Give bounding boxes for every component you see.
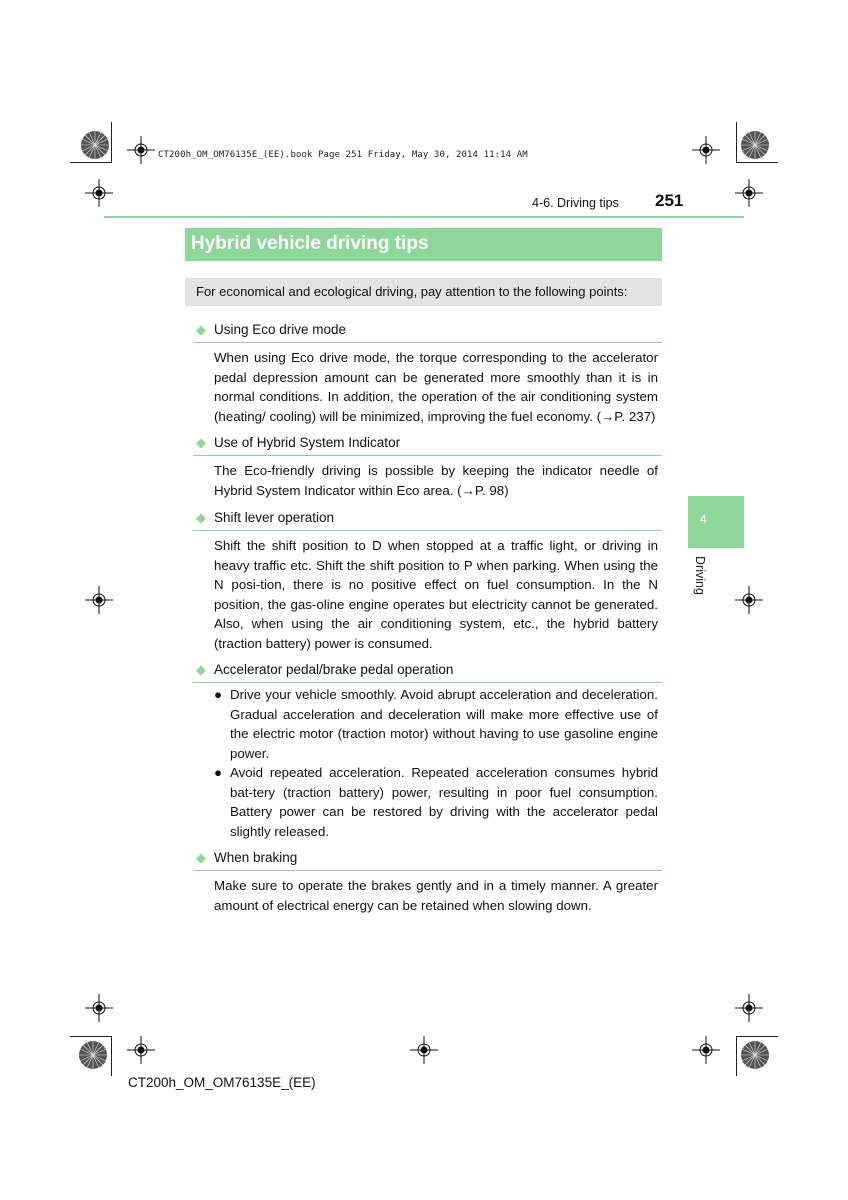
subsection-heading [193, 508, 662, 531]
intro-text: For economical and ecological driving, pay attention to the following points: [196, 284, 628, 299]
crop-line [736, 1036, 737, 1076]
crop-line [736, 1036, 778, 1037]
crosshair-registration-icon [735, 179, 763, 207]
chapter-label: Driving [693, 556, 707, 595]
crosshair-registration-icon [410, 1036, 438, 1064]
chapter-tab [688, 496, 744, 548]
crosshair-registration-icon [735, 586, 763, 614]
crop-line [70, 1036, 112, 1037]
diamond-bullet-icon: ◆ [196, 322, 206, 337]
crosshair-registration-icon [85, 586, 113, 614]
crop-line [736, 122, 737, 162]
crop-line [736, 162, 778, 163]
list-item-text: Avoid repeated acceleration. Repeated acceleration consumes hybrid bat-tery (traction battery) power, resulting in poor fuel consumption. Battery power can be restored by driving with the accelerator pedal slightly released. [230, 765, 658, 839]
crosshair-registration-icon [85, 994, 113, 1022]
color-rosette-icon [740, 130, 770, 160]
subsection-title: Using Eco drive mode [214, 322, 347, 337]
crosshair-registration-icon [692, 1036, 720, 1064]
black-circle-bullet-icon: ● [214, 687, 223, 702]
diamond-bullet-icon: ◆ [196, 510, 206, 525]
color-rosette-icon [740, 1040, 770, 1070]
subsection-body: When using Eco drive mode, the torque corresponding to the accelerator pedal depression amount can be generated more smoothly than it is in normal conditions. In addition, the operation of the air conditioning system (heating/ cooling) will be minimized, improving the fuel economy. (→P. 237) [214, 350, 658, 424]
crop-line [111, 122, 112, 162]
crosshair-registration-icon [735, 994, 763, 1022]
crosshair-registration-icon [692, 136, 720, 164]
chapter-number: 4 [700, 512, 707, 526]
subsection-title: Accelerator pedal/brake pedal operation [214, 662, 454, 677]
subsection-title: Use of Hybrid System Indicator [214, 435, 401, 450]
subsection-body: Shift the shift position to D when stopped at a traffic light, or driving in heavy traffic etc. Shift the shift position to P when parking. When using the N posi-tion, there is no positive effect on fuel consumption. In the N position, the gas-oline engine operates but electricity cannot be generated. Also, when using the air conditioning system, etc., the hybrid battery (traction battery) power is consumed. [214, 538, 658, 651]
subsection-heading [193, 433, 662, 456]
header-rule [104, 216, 744, 218]
crosshair-registration-icon [127, 136, 155, 164]
diamond-bullet-icon: ◆ [196, 662, 206, 677]
crosshair-registration-icon [127, 1036, 155, 1064]
list-item-text: Drive your vehicle smoothly. Avoid abrupt acceleration and deceleration. Gradual acceleration and deceleration will make more effective use of the electric motor (traction motor) without having to use gasoline engine power. [230, 687, 658, 761]
subsection-title: Shift lever operation [214, 510, 335, 525]
subsection-heading [193, 660, 662, 683]
crosshair-registration-icon [85, 179, 113, 207]
black-circle-bullet-icon: ● [214, 765, 223, 780]
diamond-bullet-icon: ◆ [196, 850, 206, 865]
footer-code: CT200h_OM_OM76135E_(EE) [128, 1075, 316, 1090]
color-rosette-icon [80, 130, 110, 160]
diamond-bullet-icon: ◆ [196, 435, 206, 450]
page-title: Hybrid vehicle driving tips [191, 233, 429, 254]
subsection-body: Make sure to operate the brakes gently and in a timely manner. A greater amount of electrical energy can be retained when slowing down. [214, 878, 658, 913]
subsection-title: When braking [214, 850, 298, 865]
color-rosette-icon [78, 1040, 108, 1070]
section-label: 4-6. Driving tips [532, 196, 619, 210]
print-info: CT200h_OM_OM76135E_(EE).book Page 251 Friday, May 30, 2014 11:14 AM [158, 150, 528, 160]
subsection-body: The Eco-friendly driving is possible by keeping the indicator needle of Hybrid System Indicator within Eco area. (→P. 98) [214, 463, 658, 498]
crop-line [70, 162, 112, 163]
page-number: 251 [655, 191, 684, 210]
subsection-heading [193, 320, 662, 343]
subsection-heading [193, 848, 662, 871]
crop-line [111, 1036, 112, 1076]
